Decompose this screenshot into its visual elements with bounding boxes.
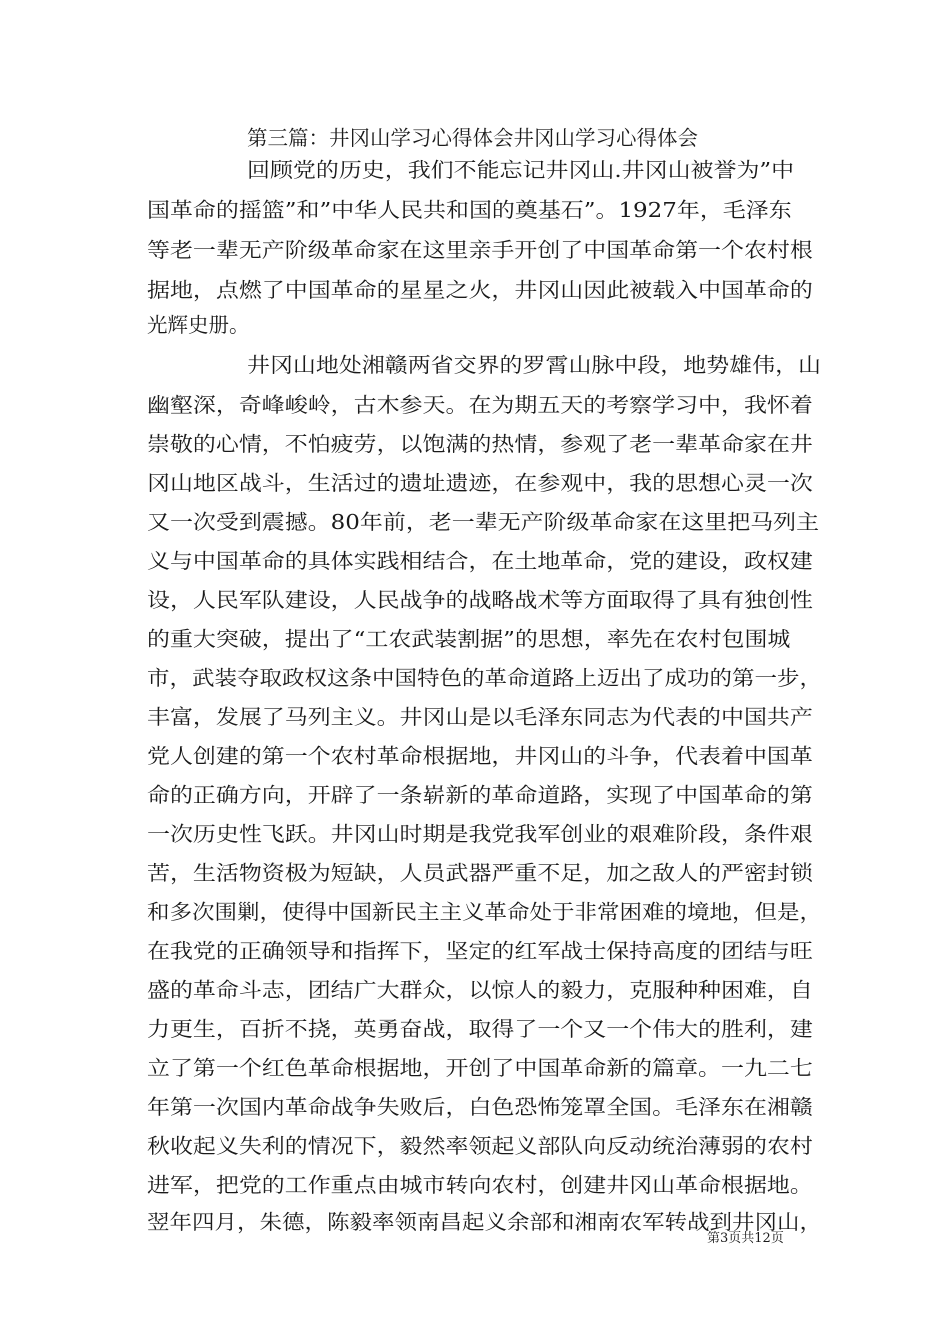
text-line: 年第一次国内革命战争失败后，白色恐怖笼罩全国。毛泽东在湘赣 — [147, 1095, 813, 1119]
text-line: 在我党的正确领导和指挥下，坚定的红军战士保持高度的团结与旺 — [147, 939, 813, 963]
text-line: 立了第一个红色革命根据地，开创了中国革命新的篇章。一九二七 — [147, 1056, 813, 1080]
document-title: 第三篇：井冈山学习心得体会井冈山学习心得体会 — [247, 126, 698, 150]
text-line: 义与中国革命的具体实践相结合，在土地革命，党的建设，政权建 — [147, 549, 813, 573]
text-line: 苦，生活物资极为短缺，人员武器严重不足，加之敌人的严密封锁 — [147, 861, 813, 885]
text-line: 国革命的摇篮”和”中华人民共和国的奠基石”。1927年，毛泽东 — [147, 198, 792, 222]
text-line: 设，人民军队建设，人民战争的战略战术等方面取得了具有独创性 — [147, 588, 813, 612]
text-line: 的重大突破，提出了“工农武装割据”的思想，率先在农村包围城 — [147, 627, 791, 651]
text-line: 翌年四月，朱德，陈毅率领南昌起义余部和湘南农军转战到井冈山， — [147, 1210, 822, 1234]
text-line: 井冈山地处湘赣两省交界的罗霄山脉中段，地势雄伟，山 — [247, 353, 821, 377]
text-line: 命的正确方向，开辟了一条崭新的革命道路，实现了中国革命的第 — [147, 783, 813, 807]
text-line: 市，武装夺取政权这条中国特色的革命道路上迈出了成功的第一步， — [147, 666, 822, 690]
text-line: 光辉史册。 — [147, 313, 250, 337]
text-line: 和多次围剿，使得中国新民主主义革命处于非常困难的境地，但是， — [147, 900, 822, 924]
text-line: 冈山地区战斗，生活过的遗址遗迹，在参观中，我的思想心灵一次 — [147, 471, 813, 495]
text-line: 进军，把党的工作重点由城市转向农村，创建井冈山革命根据地。 — [147, 1173, 813, 1197]
text-line: 力更生，百折不挠，英勇奋战，取得了一个又一个伟大的胜利，建 — [147, 1017, 813, 1041]
text-line: 又一次受到震撼。80年前，老一辈无产阶级革命家在这里把马列主 — [147, 510, 820, 534]
text-line: 丰富，发展了马列主义。井冈山是以毛泽东同志为代表的中国共产 — [147, 705, 813, 729]
text-line: 崇敬的心情，不怕疲劳，以饱满的热情，参观了老一辈革命家在井 — [147, 432, 813, 456]
text-line: 回顾党的历史，我们不能忘记井冈山.井冈山被誉为”中 — [247, 158, 795, 182]
text-line: 秋收起义失利的情况下，毅然率领起义部队向反动统治薄弱的农村 — [147, 1134, 813, 1158]
text-line: 党人创建的第一个农村革命根据地，井冈山的斗争，代表着中国革 — [147, 744, 813, 768]
text-line: 等老一辈无产阶级革命家在这里亲手开创了中国革命第一个农村根 — [147, 238, 813, 262]
text-line: 幽壑深，奇峰峻岭，古木参天。在为期五天的考察学习中，我怀着 — [147, 393, 813, 417]
text-line: 一次历史性飞跃。井冈山时期是我党我军创业的艰难阶段，条件艰 — [147, 822, 813, 846]
text-line: 据地，点燃了中国革命的星星之火，井冈山因此被载入中国革命的 — [147, 278, 813, 302]
page-footer: 第3页共12页 — [707, 1231, 784, 1246]
text-line: 盛的革命斗志，团结广大群众，以惊人的毅力，克服种种困难，自 — [147, 978, 813, 1002]
